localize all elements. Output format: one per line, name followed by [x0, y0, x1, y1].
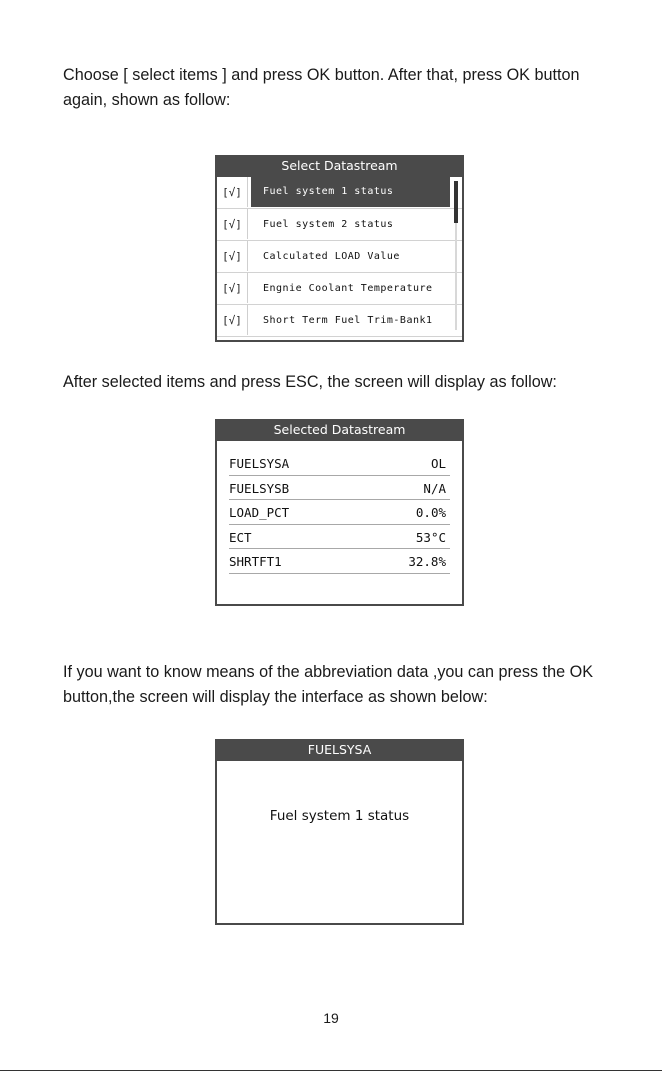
pid-value: 53°C	[415, 529, 446, 545]
table-row[interactable]	[229, 476, 450, 501]
table-row[interactable]	[229, 525, 450, 550]
datastream-list	[217, 177, 462, 340]
pid-value: 0.0%	[415, 505, 446, 520]
pid-value: 32.8%	[408, 554, 446, 569]
item-label: Short Term Fuel Trim-Bank1	[263, 315, 433, 326]
table-row[interactable]	[229, 451, 450, 476]
abbreviation-paragraph: If you want to know means of the abbreviation data ,you can press the OK button,the screen will display the interface as shown below:	[63, 663, 593, 706]
item-label: Fuel system 2 status	[263, 219, 394, 230]
item-label: Engnie Coolant Temperature	[263, 283, 433, 294]
pid-name: LOAD_PCT	[229, 505, 290, 520]
page-number: 19	[323, 1010, 339, 1026]
fuelsysa-detail-screen	[215, 739, 464, 925]
table-row[interactable]	[229, 500, 450, 525]
detail-body	[217, 761, 462, 923]
selected-datastream-screen	[215, 419, 464, 606]
pid-value: OL	[430, 456, 446, 471]
checkbox[interactable]: [√]	[217, 177, 248, 207]
pid-value: N/A	[423, 480, 446, 496]
pid-name: ECT	[229, 529, 252, 545]
pid-name: FUELSYSA	[229, 456, 290, 471]
list-item[interactable]	[217, 273, 462, 305]
checkbox[interactable]: [√]	[217, 241, 248, 271]
intro-paragraph: Choose [ select items ] and press OK button. After that, press OK button again, shown as follow:	[63, 66, 580, 109]
table-row[interactable]	[229, 549, 450, 574]
footer-divider	[0, 1070, 662, 1071]
pid-name: SHRTFT1	[229, 554, 282, 569]
list-item[interactable]	[217, 177, 462, 209]
screen-title: Selected Datastream	[273, 422, 406, 437]
pid-name: FUELSYSB	[229, 480, 290, 496]
checkbox[interactable]: [√]	[217, 209, 248, 239]
checkbox[interactable]: [√]	[217, 305, 248, 335]
list-item[interactable]	[217, 241, 462, 273]
screen-title: Select Datastream	[281, 158, 398, 173]
item-label: Fuel system 1 status	[251, 177, 450, 207]
list-item[interactable]	[217, 209, 462, 241]
selected-paragraph: After selected items and press ESC, the screen will display as follow:	[63, 373, 557, 391]
screen-title: FUELSYSA	[307, 742, 372, 757]
item-label: Calculated LOAD Value	[263, 251, 400, 262]
list-item[interactable]	[217, 305, 462, 337]
checkbox[interactable]: [√]	[217, 273, 248, 303]
scrollbar-thumb[interactable]	[454, 181, 458, 223]
select-datastream-screen	[215, 155, 464, 342]
abbreviation-description: Fuel system 1 status	[269, 808, 410, 824]
datastream-values	[217, 441, 462, 604]
